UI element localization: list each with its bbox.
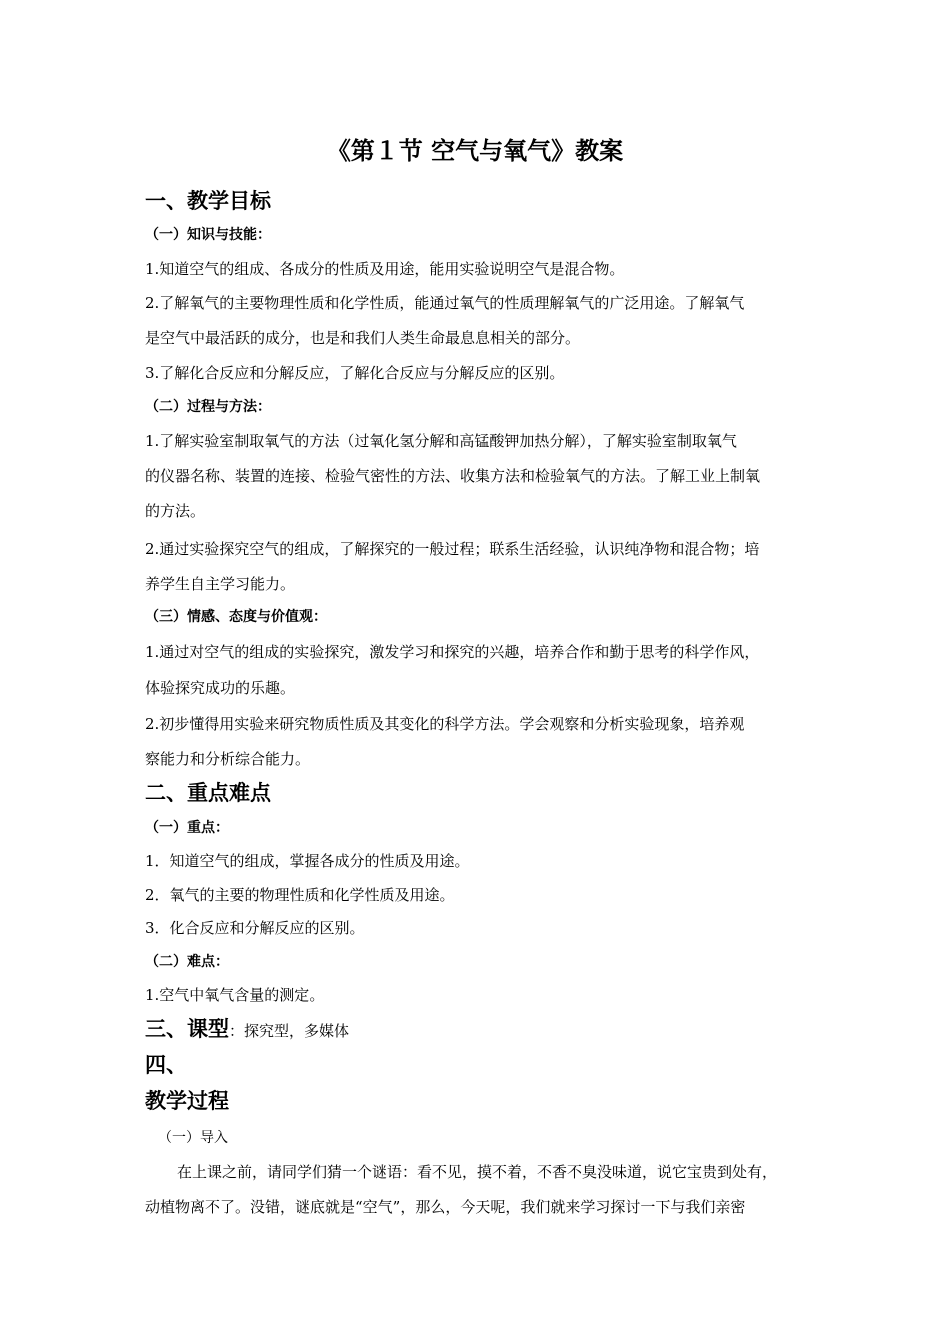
paragraph-line: 1．知道空气的组成，掌握各成分的性质及用途。 xyxy=(145,852,470,870)
paragraph-line: 体验探究成功的乐趣。 xyxy=(145,679,296,697)
subheading-process: （二）过程与方法： xyxy=(145,399,271,415)
section-heading-objectives: 一、教学目标 xyxy=(145,189,271,213)
paragraph-line: 在上课之前，请同学们猜一个谜语：看不见，摸不着，不香不臭没味道，说它宝贵到处有， xyxy=(177,1163,778,1181)
subheading-knowledge: （一）知识与技能： xyxy=(145,227,271,243)
section-heading-process: 教学过程 xyxy=(145,1089,229,1113)
paragraph-line: 1.了解实验室制取氧气的方法（过氧化氢分解和高锰酸钾加热分解），了解实验室制取氧气 xyxy=(145,432,737,450)
paragraph-line: 2.初步懂得用实验来研究物质性质及其变化的科学方法。学会观察和分析实验现象，培养观 xyxy=(145,715,745,733)
paragraph-line: 的方法。 xyxy=(145,502,206,520)
paragraph-line: 2.通过实验探究空气的组成，了解探究的一般过程；联系生活经验，认识纯净物和混合物；培 xyxy=(145,540,760,558)
section-heading-lesson-type xyxy=(145,1014,349,1046)
paragraph-line: 动植物离不了。没错，谜底就是“空气”，那么，今天呢，我们就来学习探讨一下与我们亲密 xyxy=(145,1198,746,1216)
paragraph-line: 2.了解氧气的主要物理性质和化学性质，能通过氧气的性质理解氧气的广泛用途。了解氧气 xyxy=(145,294,745,312)
paragraph-line: 的仪器名称、装置的连接、检验气密性的方法、收集方法和检验氧气的方法。了解工业上制氧 xyxy=(145,467,761,485)
subheading-difficult: （二）难点： xyxy=(145,954,229,970)
paragraph-line: 1.空气中氧气含量的测定。 xyxy=(145,986,325,1004)
lesson-type-value: ：探究型，多媒体 xyxy=(229,1022,350,1040)
section-heading-key-points: 二、重点难点 xyxy=(145,781,271,805)
subheading-intro: （一）导入 xyxy=(158,1130,228,1146)
paragraph-line: 2．氧气的主要的物理性质和化学性质及用途。 xyxy=(145,886,455,904)
paragraph-line: 3.了解化合反应和分解反应，了解化合反应与分解反应的区别。 xyxy=(145,364,565,382)
subheading-key: （一）重点： xyxy=(145,820,229,836)
paragraph-line: 是空气中最活跃的成分，也是和我们人类生命最息息相关的部分。 xyxy=(145,329,581,347)
paragraph-line: 1.知道空气的组成、各成分的性质及用途，能用实验说明空气是混合物。 xyxy=(145,260,625,278)
paragraph-line: 3．化合反应和分解反应的区别。 xyxy=(145,919,365,937)
section-heading-four: 四、 xyxy=(145,1053,187,1077)
document-title: 《第１节 空气与氧气》教案 xyxy=(326,137,624,165)
paragraph-line: 养学生自主学习能力。 xyxy=(145,575,296,593)
subheading-emotion: （三）情感、态度与价值观： xyxy=(145,609,327,625)
paragraph-line: 1.通过对空气的组成的实验探究，激发学习和探究的兴趣，培养合作和勤于思考的科学作风， xyxy=(145,643,760,661)
paragraph-line: 察能力和分析综合能力。 xyxy=(145,750,311,768)
section-heading-text: 三、课型 xyxy=(145,1017,229,1041)
